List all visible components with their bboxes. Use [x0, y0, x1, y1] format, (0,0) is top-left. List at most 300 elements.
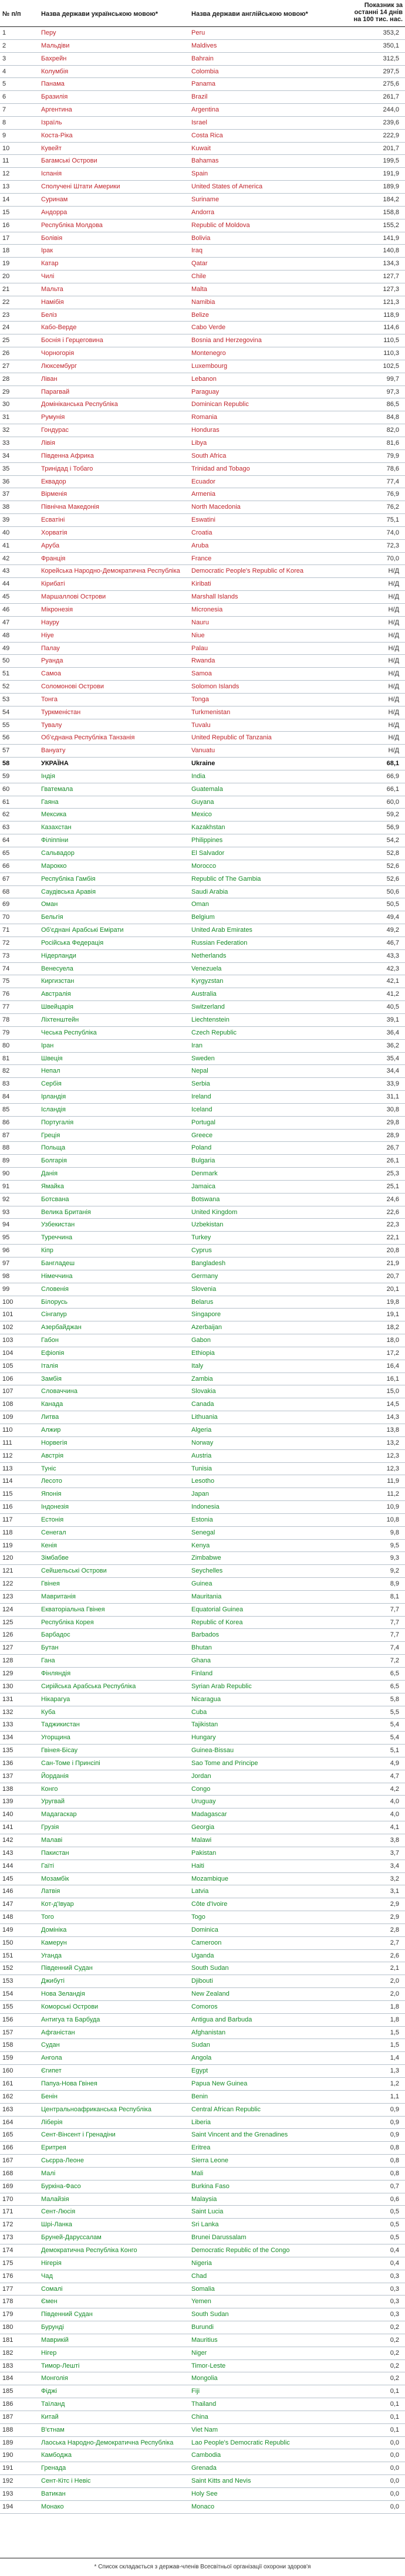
- table-row: [0, 1757, 405, 1770]
- row-english-name: Comoros: [191, 2003, 218, 2010]
- row-rate: 10,9: [386, 1503, 399, 1511]
- row-ukrainian-name: УКРАЇНА: [41, 760, 69, 768]
- table-header: [0, 0, 405, 27]
- row-number: 177: [2, 2285, 14, 2293]
- table-row: [0, 527, 405, 540]
- row-ukrainian-name: Афганістан: [41, 2029, 75, 2036]
- row-rate: 222,9: [383, 131, 399, 139]
- row-number: 154: [2, 1990, 14, 1998]
- row-ukrainian-name: Бангладеш: [41, 1260, 75, 1267]
- row-english-name: Kenya: [191, 1541, 210, 1549]
- row-number: 27: [2, 362, 10, 370]
- row-rate: 3,8: [390, 1836, 399, 1844]
- row-rate: Н/Д: [388, 721, 399, 729]
- row-english-name: Rwanda: [191, 657, 215, 665]
- row-english-name: Uzbekistan: [191, 1221, 224, 1229]
- row-english-name: Samoa: [191, 670, 212, 678]
- row-english-name: Somalia: [191, 2285, 215, 2293]
- row-ukrainian-name: Ірак: [41, 247, 53, 255]
- row-ukrainian-name: Гаїті: [41, 1862, 54, 1870]
- row-number: 123: [2, 1593, 14, 1600]
- row-number: 18: [2, 247, 10, 255]
- row-number: 58: [2, 760, 10, 768]
- row-rate: 77,4: [386, 478, 399, 485]
- row-ukrainian-name: Маршаллові Острови: [41, 593, 106, 601]
- row-ukrainian-name: Німеччина: [41, 1272, 73, 1280]
- row-english-name: Sudan: [191, 2041, 210, 2049]
- row-english-name: Cuba: [191, 1708, 207, 1716]
- table-row: [0, 1270, 405, 1283]
- row-rate: 0,9: [390, 2131, 399, 2139]
- row-ukrainian-name: Італія: [41, 1362, 58, 1370]
- row-rate: 36,2: [386, 1042, 399, 1049]
- row-rate: Н/Д: [388, 734, 399, 742]
- row-ukrainian-name: Кот-д'Івуар: [41, 1901, 74, 1908]
- row-english-name: United Republic of Tanzania: [191, 734, 272, 742]
- row-english-name: Sao Tome and Principe: [191, 1759, 258, 1767]
- row-rate: 4,2: [390, 1785, 399, 1793]
- row-rate: 14,3: [386, 1414, 399, 1421]
- table-row: [0, 809, 405, 822]
- row-rate: 97,3: [386, 388, 399, 395]
- row-ukrainian-name: Румунія: [41, 414, 65, 421]
- row-ukrainian-name: Російська Федерація: [41, 939, 104, 946]
- row-ukrainian-name: Південна Африка: [41, 452, 94, 459]
- row-rate: 0,8: [390, 2157, 399, 2165]
- row-ukrainian-name: Мадагаскар: [41, 1811, 77, 1818]
- table-row: [0, 1617, 405, 1630]
- header-number: № п/п: [2, 11, 21, 18]
- row-rate: Н/Д: [388, 644, 399, 652]
- table-row: [0, 1168, 405, 1181]
- row-number: 139: [2, 1798, 14, 1806]
- row-rate: 24,6: [386, 1195, 399, 1203]
- row-number: 5: [2, 80, 6, 88]
- row-english-name: Republic of Moldova: [191, 221, 250, 229]
- table-row: [0, 1283, 405, 1296]
- row-english-name: Oman: [191, 901, 209, 908]
- row-english-name: Kyrgyzstan: [191, 978, 224, 985]
- row-rate: 11,2: [387, 1490, 399, 1498]
- row-english-name: Poland: [191, 1144, 212, 1152]
- row-ukrainian-name: Еритрея: [41, 2144, 66, 2152]
- row-ukrainian-name: Нікарагуа: [41, 1695, 70, 1703]
- row-rate: 20,7: [386, 1272, 399, 1280]
- row-rate: 7,2: [390, 1657, 399, 1665]
- row-rate: 6,5: [390, 1682, 399, 1690]
- row-number: 136: [2, 1759, 14, 1767]
- row-number: 55: [2, 721, 10, 729]
- table-row: [0, 1065, 405, 1078]
- row-number: 173: [2, 2234, 14, 2242]
- table-row: [0, 1475, 405, 1488]
- row-rate: 191,9: [383, 170, 399, 178]
- row-english-name: Iraq: [191, 247, 203, 255]
- row-rate: 31,1: [386, 1093, 399, 1101]
- row-rate: 0,8: [390, 2144, 399, 2152]
- row-ukrainian-name: Алжир: [41, 1426, 61, 1434]
- row-number: 134: [2, 1734, 14, 1742]
- row-ukrainian-name: Багамські Острови: [41, 157, 97, 165]
- row-ukrainian-name: Туркменістан: [41, 708, 81, 716]
- row-ukrainian-name: Австралія: [41, 990, 71, 998]
- row-number: 79: [2, 1029, 10, 1036]
- row-ukrainian-name: Марокко: [41, 862, 67, 870]
- row-ukrainian-name: Уругвай: [41, 1798, 65, 1806]
- row-ukrainian-name: Папуа-Нова Гвінея: [41, 2080, 97, 2087]
- row-rate: 11,9: [387, 1478, 399, 1485]
- row-ukrainian-name: Індонезія: [41, 1503, 69, 1511]
- row-english-name: Central African Republic: [191, 2105, 261, 2113]
- row-rate: 350,1: [383, 42, 399, 49]
- row-english-name: Democratic Republic of the Congo: [191, 2246, 290, 2254]
- table-row: [0, 219, 405, 232]
- row-number: 52: [2, 683, 10, 691]
- table-row: [0, 1591, 405, 1604]
- row-english-name: Iceland: [191, 1106, 212, 1113]
- row-english-name: Lebanon: [191, 375, 217, 383]
- table-row: [0, 1527, 405, 1540]
- row-ukrainian-name: Монголія: [41, 2375, 68, 2382]
- row-rate: 78,6: [386, 465, 399, 472]
- row-english-name: Yemen: [191, 2298, 211, 2305]
- row-english-name: Malawi: [191, 1836, 212, 1844]
- row-rate: 4,1: [390, 1824, 399, 1831]
- row-ukrainian-name: Сьєрра-Леоне: [41, 2157, 84, 2165]
- row-ukrainian-name: Нігерія: [41, 2259, 62, 2267]
- row-ukrainian-name: Болгарія: [41, 1157, 67, 1165]
- row-number: 132: [2, 1708, 14, 1716]
- row-english-name: Saudi Arabia: [191, 888, 228, 895]
- row-rate: 59,2: [386, 811, 399, 819]
- row-number: 84: [2, 1093, 10, 1101]
- row-number: 97: [2, 1260, 10, 1267]
- row-english-name: Madagascar: [191, 1811, 227, 1818]
- row-rate: 0,2: [390, 2349, 399, 2357]
- row-rate: 75,1: [386, 516, 399, 524]
- row-english-name: Barbados: [191, 1631, 220, 1639]
- row-number: 57: [2, 747, 10, 755]
- table-row: [0, 630, 405, 643]
- row-rate: Н/Д: [388, 580, 399, 588]
- row-ukrainian-name: Польща: [41, 1144, 66, 1152]
- row-english-name: South Africa: [191, 452, 227, 459]
- row-rate: 81,6: [386, 440, 399, 447]
- table-row: [0, 1745, 405, 1757]
- row-number: 137: [2, 1772, 14, 1780]
- table-row: [0, 232, 405, 245]
- table-row: [0, 578, 405, 591]
- row-ukrainian-name: Філіппіни: [41, 837, 69, 844]
- table-row: [0, 706, 405, 719]
- row-number: 29: [2, 388, 10, 395]
- row-english-name: South Sudan: [191, 1965, 229, 1972]
- row-english-name: Romania: [191, 414, 218, 421]
- row-english-name: Bhutan: [191, 1644, 212, 1652]
- row-english-name: Belarus: [191, 1298, 214, 1306]
- row-english-name: Azerbaijan: [191, 1324, 222, 1331]
- row-english-name: Guinea: [191, 1580, 212, 1588]
- row-english-name: Syrian Arab Republic: [191, 1682, 252, 1690]
- table-row: [0, 2014, 405, 2027]
- row-english-name: Bolivia: [191, 234, 211, 242]
- row-rate: 60,0: [386, 798, 399, 806]
- row-ukrainian-name: Венесуела: [41, 965, 73, 972]
- table-row: [0, 1296, 405, 1309]
- row-number: 67: [2, 875, 10, 883]
- row-english-name: Mongolia: [191, 2375, 218, 2382]
- row-number: 170: [2, 2195, 14, 2203]
- row-number: 8: [2, 119, 6, 126]
- row-english-name: Mauritania: [191, 1593, 222, 1600]
- row-number: 161: [2, 2080, 14, 2087]
- row-ukrainian-name: Сенегал: [41, 1529, 66, 1536]
- row-number: 167: [2, 2157, 14, 2165]
- row-ukrainian-name: Велика Британія: [41, 1208, 91, 1216]
- row-ukrainian-name: Аргентина: [41, 106, 72, 114]
- row-number: 156: [2, 2016, 14, 2023]
- row-english-name: Tuvalu: [191, 721, 211, 729]
- row-number: 42: [2, 555, 10, 562]
- row-number: 9: [2, 131, 6, 139]
- row-english-name: Tajikistan: [191, 1721, 218, 1729]
- row-english-name: Pakistan: [191, 1849, 217, 1857]
- row-number: 189: [2, 2439, 14, 2446]
- row-number: 39: [2, 516, 10, 524]
- row-number: 31: [2, 414, 10, 421]
- row-english-name: Turkey: [191, 1234, 211, 1242]
- row-number: 150: [2, 1939, 14, 1946]
- row-rate: 22,3: [386, 1221, 399, 1229]
- table-row: [0, 655, 405, 668]
- row-english-name: Togo: [191, 1914, 205, 1921]
- table-row: [0, 40, 405, 53]
- row-number: 33: [2, 440, 10, 447]
- row-number: 12: [2, 170, 10, 178]
- row-ukrainian-name: Корейська Народно-Демократична Республіка: [41, 567, 180, 575]
- row-ukrainian-name: Туреччина: [41, 1234, 73, 1242]
- row-english-name: Spain: [191, 170, 208, 178]
- row-number: 62: [2, 811, 10, 819]
- row-english-name: Saint Kitts and Nevis: [191, 2477, 251, 2485]
- table-row: [0, 553, 405, 566]
- row-rate: 15,0: [386, 1388, 399, 1395]
- table-row: [0, 1206, 405, 1219]
- row-ukrainian-name: Об'єднані Арабські Емірати: [41, 927, 124, 934]
- row-english-name: Malta: [191, 285, 207, 293]
- row-number: 23: [2, 311, 10, 319]
- row-ukrainian-name: Кабо-Верде: [41, 324, 77, 332]
- row-number: 92: [2, 1195, 10, 1203]
- row-ukrainian-name: Мозамбік: [41, 1875, 69, 1882]
- row-rate: 13,2: [386, 1439, 399, 1446]
- row-number: 143: [2, 1849, 14, 1857]
- row-number: 7: [2, 106, 6, 114]
- table-row: [0, 860, 405, 873]
- row-english-name: Monaco: [191, 2503, 215, 2510]
- table-row: [0, 78, 405, 91]
- row-rate: 49,4: [386, 914, 399, 921]
- row-rate: 141,9: [383, 234, 399, 242]
- table-row: [0, 1873, 405, 1886]
- row-ukrainian-name: Замбія: [41, 1375, 62, 1382]
- table-row: [0, 911, 405, 924]
- row-rate: 7,7: [390, 1631, 399, 1639]
- row-number: 64: [2, 837, 10, 844]
- table-row: [0, 514, 405, 527]
- row-ukrainian-name: Антигуа та Барбуда: [41, 2016, 100, 2023]
- row-rate: 121,3: [383, 298, 399, 306]
- row-ukrainian-name: Мікронезія: [41, 606, 73, 613]
- row-ukrainian-name: Суринам: [41, 195, 68, 203]
- row-number: 48: [2, 631, 10, 639]
- row-english-name: Sierra Leone: [191, 2157, 228, 2165]
- row-rate: 26,7: [386, 1144, 399, 1152]
- row-rate: 7,7: [390, 1618, 399, 1626]
- row-ukrainian-name: Єгипет: [41, 2067, 62, 2075]
- table-row: [0, 834, 405, 847]
- row-rate: Н/Д: [388, 657, 399, 665]
- row-ukrainian-name: Франція: [41, 555, 66, 562]
- row-ukrainian-name: Тимор-Лешті: [41, 2362, 80, 2369]
- row-number: 159: [2, 2054, 14, 2062]
- table-row: [0, 2360, 405, 2373]
- table-row: [0, 1796, 405, 1808]
- row-rate: 20,8: [386, 1247, 399, 1255]
- row-english-name: Nigeria: [191, 2259, 212, 2267]
- row-ukrainian-name: Словенія: [41, 1285, 69, 1293]
- row-rate: 2,0: [390, 1977, 399, 1985]
- table-row: [0, 450, 405, 463]
- table-row: [0, 2244, 405, 2257]
- table-row: [0, 2462, 405, 2475]
- table-row: [0, 617, 405, 630]
- row-english-name: Namibia: [191, 298, 215, 306]
- row-ukrainian-name: Фінляндія: [41, 1670, 71, 1677]
- row-english-name: Thailand: [191, 2401, 217, 2408]
- table-row: [0, 1104, 405, 1117]
- row-number: 66: [2, 862, 10, 870]
- row-rate: 43,3: [386, 952, 399, 959]
- row-rate: 12,3: [386, 1465, 399, 1472]
- row-rate: 118,9: [383, 311, 399, 319]
- row-ukrainian-name: Норвегія: [41, 1439, 68, 1446]
- row-english-name: Timor-Leste: [191, 2362, 226, 2369]
- row-number: 151: [2, 1952, 14, 1959]
- row-ukrainian-name: Буркіна-Фасо: [41, 2182, 81, 2190]
- row-english-name: Bahrain: [191, 55, 214, 62]
- row-rate: Н/Д: [388, 695, 399, 703]
- row-ukrainian-name: Індія: [41, 772, 55, 780]
- row-english-name: Croatia: [191, 529, 212, 536]
- table-row: [0, 1360, 405, 1373]
- row-ukrainian-name: Люксембург: [41, 362, 77, 370]
- row-ukrainian-name: Тонга: [41, 695, 58, 703]
- row-number: 16: [2, 221, 10, 229]
- row-english-name: Kuwait: [191, 144, 211, 152]
- row-ukrainian-name: Сербія: [41, 1080, 62, 1088]
- row-english-name: Burkina Faso: [191, 2182, 230, 2190]
- row-number: 109: [2, 1414, 14, 1421]
- row-number: 89: [2, 1157, 10, 1165]
- row-number: 61: [2, 798, 10, 806]
- row-english-name: Austria: [191, 1452, 212, 1459]
- row-number: 75: [2, 978, 10, 985]
- row-english-name: Philippines: [191, 837, 223, 844]
- row-english-name: Cyprus: [191, 1247, 212, 1255]
- row-number: 56: [2, 734, 10, 742]
- row-ukrainian-name: Австрія: [41, 1452, 64, 1459]
- table-row: [0, 1155, 405, 1168]
- row-english-name: Mexico: [191, 811, 212, 819]
- table-row: [0, 1821, 405, 1834]
- row-number: 26: [2, 350, 10, 357]
- row-number: 72: [2, 939, 10, 946]
- row-english-name: Kazakhstan: [191, 824, 225, 831]
- row-ukrainian-name: Руанда: [41, 657, 63, 665]
- row-english-name: Congo: [191, 1785, 211, 1793]
- table-row: [0, 2501, 405, 2514]
- row-english-name: Liechtenstein: [191, 1016, 230, 1023]
- row-ukrainian-name: Португалія: [41, 1118, 74, 1126]
- row-ukrainian-name: Джибуті: [41, 1977, 65, 1985]
- row-ukrainian-name: Центральноафриканська Республіка: [41, 2105, 151, 2113]
- row-ukrainian-name: Хорватія: [41, 529, 68, 536]
- table-row: [0, 1783, 405, 1796]
- row-ukrainian-name: Парагвай: [41, 388, 70, 395]
- row-number: 185: [2, 2388, 14, 2395]
- row-number: 113: [2, 1465, 13, 1472]
- row-rate: 19,8: [386, 1298, 399, 1306]
- row-number: 146: [2, 1888, 14, 1895]
- row-ukrainian-name: Бруней-Даруссалам: [41, 2234, 102, 2242]
- row-number: 101: [2, 1311, 14, 1319]
- row-number: 129: [2, 1670, 14, 1677]
- row-number: 13: [2, 183, 10, 191]
- row-number: 168: [2, 2169, 14, 2177]
- table-row: [0, 1719, 405, 1732]
- row-number: 59: [2, 772, 10, 780]
- row-rate: 4,9: [390, 1759, 399, 1767]
- row-english-name: Chad: [191, 2272, 207, 2280]
- row-ukrainian-name: Лаоська Народно-Демократична Республіка: [41, 2439, 174, 2446]
- row-number: 74: [2, 965, 10, 972]
- row-ukrainian-name: Ліберія: [41, 2118, 63, 2126]
- table-row: [0, 1540, 405, 1553]
- table-row: [0, 130, 405, 143]
- row-number: 77: [2, 1003, 10, 1011]
- row-english-name: Haiti: [191, 1862, 205, 1870]
- row-number: 171: [2, 2208, 14, 2216]
- table-row: [0, 1014, 405, 1027]
- row-ukrainian-name: Лівія: [41, 440, 55, 447]
- table-row: [0, 2475, 405, 2488]
- row-number: 162: [2, 2092, 14, 2100]
- table-row: [0, 117, 405, 130]
- row-english-name: Ghana: [191, 1657, 211, 1665]
- row-number: 50: [2, 657, 10, 665]
- row-english-name: Belize: [191, 311, 209, 319]
- table-row: [0, 155, 405, 168]
- row-ukrainian-name: Мальдіви: [41, 42, 70, 49]
- row-rate: 8,9: [390, 1580, 399, 1588]
- table-row: [0, 271, 405, 283]
- row-rate: 5,5: [390, 1708, 399, 1716]
- row-ukrainian-name: Вануату: [41, 747, 66, 755]
- table-row: [0, 347, 405, 360]
- row-english-name: Paraguay: [191, 388, 220, 395]
- row-number: 24: [2, 324, 10, 332]
